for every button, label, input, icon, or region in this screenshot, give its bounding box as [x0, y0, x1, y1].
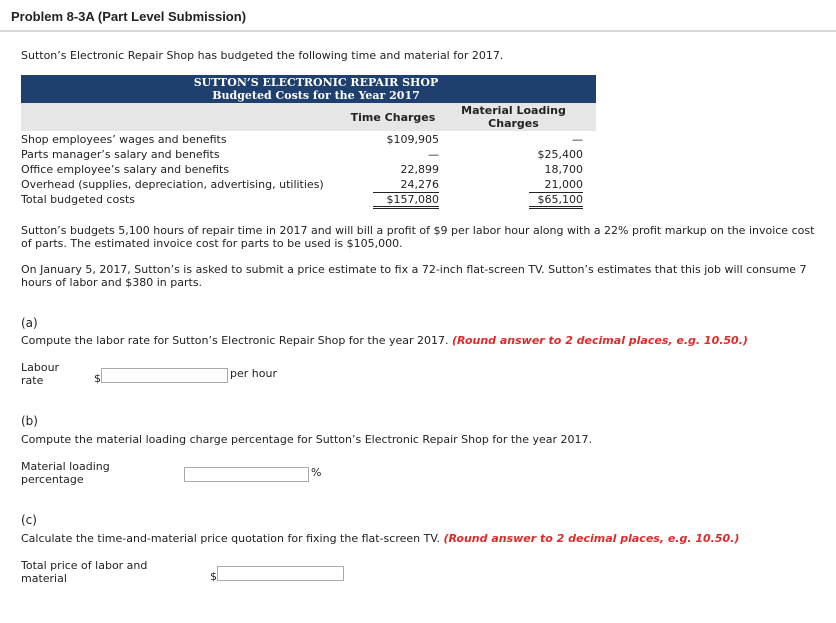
table-heading-period: Budgeted Costs for the Year 2017	[212, 89, 420, 102]
labour-rate-input[interactable]	[101, 368, 228, 383]
currency-symbol: $	[210, 570, 217, 583]
part-c-header: (c)	[21, 513, 37, 527]
part-a-question-text: Compute the labor rate for Sutton’s Electronic Repair Shop for the year 2017.	[21, 334, 449, 347]
time-total: $157,080	[373, 192, 439, 209]
time-value: —	[428, 148, 439, 161]
table-heading-company: SUTTON’S ELECTRONIC REPAIR SHOP	[193, 76, 439, 89]
table-row	[21, 177, 596, 192]
part-a-header: (a)	[21, 316, 38, 330]
row-label: Office employee’s salary and benefits	[21, 163, 230, 176]
part-b-question: Compute the material loading charge percentage for Sutton’s Electronic Repair Shop for the year 2017.	[21, 433, 593, 446]
total-price-label-line1: Total price of labor and	[21, 559, 148, 572]
row-label: Overhead (supplies, depreciation, advertising, utilities)	[21, 178, 324, 191]
row-label: Parts manager’s salary and benefits	[21, 148, 220, 161]
row-label: Shop employees’ wages and benefits	[21, 133, 227, 146]
col-time-charges: Time Charges	[350, 111, 436, 124]
table-row	[21, 132, 596, 147]
per-hour-unit: per hour	[230, 367, 277, 380]
part-b-header: (b)	[21, 414, 38, 428]
table-row	[21, 162, 596, 177]
col-material-line1: Material Loading	[461, 104, 566, 117]
scenario-paragraph-1: Sutton’s budgets 5,100 hours of repair time in 2017 and will bill a profit of $9 per labor hour along with a 22% profit markup on the invoice cost of parts. The estimated invoice cost for parts to be used is $105,000.	[21, 224, 815, 250]
total-price-label	[21, 559, 147, 585]
table-row	[21, 147, 596, 162]
total-price-input[interactable]	[217, 566, 344, 581]
col-material-loading	[451, 104, 576, 130]
material-loading-input[interactable]	[184, 467, 309, 482]
col-material-line2: Charges	[488, 117, 539, 130]
part-a-question	[21, 334, 748, 347]
problem-title: Problem 8-3A (Part Level Submission)	[11, 9, 247, 24]
material-value: —	[572, 133, 583, 146]
part-a-rounding-hint: (Round answer to 2 decimal places, e.g. 10.50.)	[452, 334, 748, 347]
currency-symbol: $	[94, 372, 101, 385]
table-header	[21, 75, 596, 103]
material-loading-label-line1: Material loading	[21, 460, 110, 473]
time-value: 24,276	[373, 177, 439, 193]
time-value: 22,899	[400, 163, 439, 176]
material-value: 21,000	[529, 177, 583, 193]
time-value: $109,905	[386, 133, 439, 146]
total-price-label-line2: material	[21, 572, 67, 585]
table-row-total	[21, 192, 596, 207]
percent-unit: %	[311, 466, 322, 479]
part-c-question	[21, 532, 739, 545]
row-label: Total budgeted costs	[21, 193, 135, 206]
title-divider	[0, 30, 836, 32]
labour-rate-label-line2: rate	[21, 374, 44, 387]
part-c-question-text: Calculate the time-and-material price quotation for fixing the flat-screen TV.	[21, 532, 440, 545]
part-c-rounding-hint: (Round answer to 2 decimal places, e.g. 10.50.)	[443, 532, 740, 545]
table-column-headers	[21, 103, 596, 131]
material-loading-label	[21, 460, 110, 486]
intro-text: Sutton’s Electronic Repair Shop has budgeted the following time and material for 2017.	[21, 49, 504, 62]
material-loading-label-line2: percentage	[21, 473, 84, 486]
labour-rate-label	[21, 361, 59, 387]
material-total: $65,100	[529, 192, 583, 209]
scenario-paragraph-2: On January 5, 2017, Sutton’s is asked to submit a price estimate to fix a 72-inch flat-screen TV. Sutton’s estimates that this job will consume 7 hours of labor and $380 in parts.	[21, 263, 807, 289]
material-value: $25,400	[537, 148, 583, 161]
material-value: 18,700	[544, 163, 583, 176]
labour-rate-label-line1: Labour	[21, 361, 60, 374]
